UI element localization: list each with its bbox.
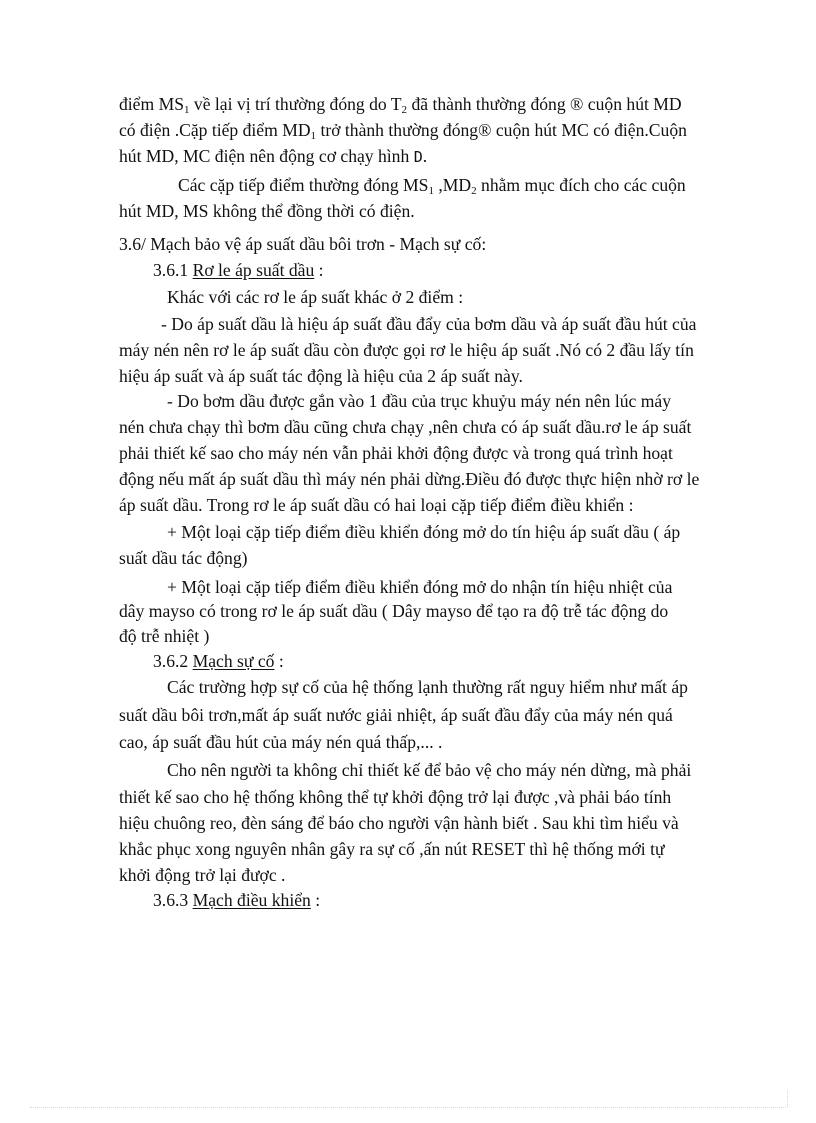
paragraph-line: dây mayso có trong rơ le áp suất dầu ( Dây mayso để tạo ra độ trễ tác động do xyxy=(119,601,669,621)
paragraph-line: có điện .Cặp tiếp điểm $MD_1$ trở thành thường đóng® cuộn hút MC có điện.Cuộn xyxy=(119,120,687,142)
paragraph-line: + Một loại cặp tiếp điểm điều khiển đóng mở do tín hiệu áp suất dầu ( áp xyxy=(167,522,681,542)
paragraph-line: Khác với các rơ le áp suất khác ở 2 điểm : xyxy=(167,287,464,307)
paragraph-line: độ trễ nhiệt ) xyxy=(119,626,210,646)
paragraph-line: - Do bơm dầu được gắn vào 1 đầu của trục khuỷu máy nén nên lúc máy xyxy=(167,391,672,411)
subsection-heading: 3.6.3 Mạch điều khiển : xyxy=(153,890,321,910)
footer-corner-mark xyxy=(787,1090,788,1107)
paragraph-line: suất dầu bôi trơn,mất áp suất nước giải nhiệt, áp suất đầu đẩy của máy nén quá xyxy=(119,705,673,725)
paragraph-line: suất dầu tác động) xyxy=(119,548,248,568)
footer-divider xyxy=(30,1107,786,1108)
paragraph-line: khởi động trở lại được . xyxy=(119,865,286,885)
paragraph-line: phải thiết kế sao cho máy nén vẫn phải khởi động được và trong quá trình hoạt xyxy=(119,443,673,463)
paragraph-line: + Một loại cặp tiếp điểm điều khiển đóng mở do nhận tín hiệu nhiệt của xyxy=(167,577,673,597)
paragraph-line: Cho nên người ta không chỉ thiết kế để bảo vệ cho máy nén dừng, mà phải xyxy=(167,760,692,780)
paragraph-line: hiệu áp suất và áp suất tác động là hiệu của 2 áp suất này. xyxy=(119,366,523,386)
paragraph-line: Các cặp tiếp điểm thường đóng $MS_1$ $,MD_2$ nhằm mục đích cho các cuộn xyxy=(178,175,686,197)
section-heading: 3.6/ Mạch bảo vệ áp suất dầu bôi trơn - Mạch sự cố: xyxy=(119,234,487,254)
paragraph-line: thiết kế sao cho hệ thống không thể tự khởi động trở lại được ,và phải báo tính xyxy=(119,787,672,807)
paragraph-line: áp suất dầu. Trong rơ le áp suất dầu có hai loại cặp tiếp điểm điều khiển : xyxy=(119,495,634,515)
paragraph-line: khắc phục xong nguyên nhân gây ra sự cố ,ấn nút RESET thì hệ thống mới tự xyxy=(119,839,665,859)
paragraph-line: điểm $MS_1$ về lại vị trí thường đóng do $T_2$ đã thành thường đóng ® cuộn hút MD xyxy=(119,94,682,116)
paragraph-line: động nếu mất áp suất dầu thì máy nén phải dừng.Điều đó được thực hiện nhờ rơ le xyxy=(119,469,700,489)
subsection-heading: 3.6.2 Mạch sự cố : xyxy=(153,651,284,671)
paragraph-line: cao, áp suất đầu hút của máy nén quá thấp,... . xyxy=(119,732,443,752)
paragraph-line: nén chưa chạy thì bơm dầu cũng chưa chạy ,nên chưa có áp suất dầu.rơ le áp suất xyxy=(119,417,692,437)
paragraph-line: hút MD, MS không thể đồng thời có điện. xyxy=(119,201,415,221)
subsection-heading: 3.6.1 Rơ le áp suất dầu : xyxy=(153,260,324,280)
paragraph-line: máy nén nên rơ le áp suất dầu còn được gọi rơ le hiệu áp suất .Nó có 2 đầu lấy tín xyxy=(119,340,694,360)
paragraph-line: Các trường hợp sự cố của hệ thống lạnh thường rất nguy hiểm như mất áp xyxy=(167,677,688,697)
paragraph-line: hút MD, MC điện nên động cơ chạy hình D. xyxy=(119,146,428,166)
paragraph-line: - Do áp suất dầu là hiệu áp suất đầu đẩy của bơm dầu và áp suất đầu hút của xyxy=(161,314,697,334)
paragraph-line: hiệu chuông reo, đèn sáng để báo cho người vận hành biết . Sau khi tìm hiểu và xyxy=(119,813,679,833)
